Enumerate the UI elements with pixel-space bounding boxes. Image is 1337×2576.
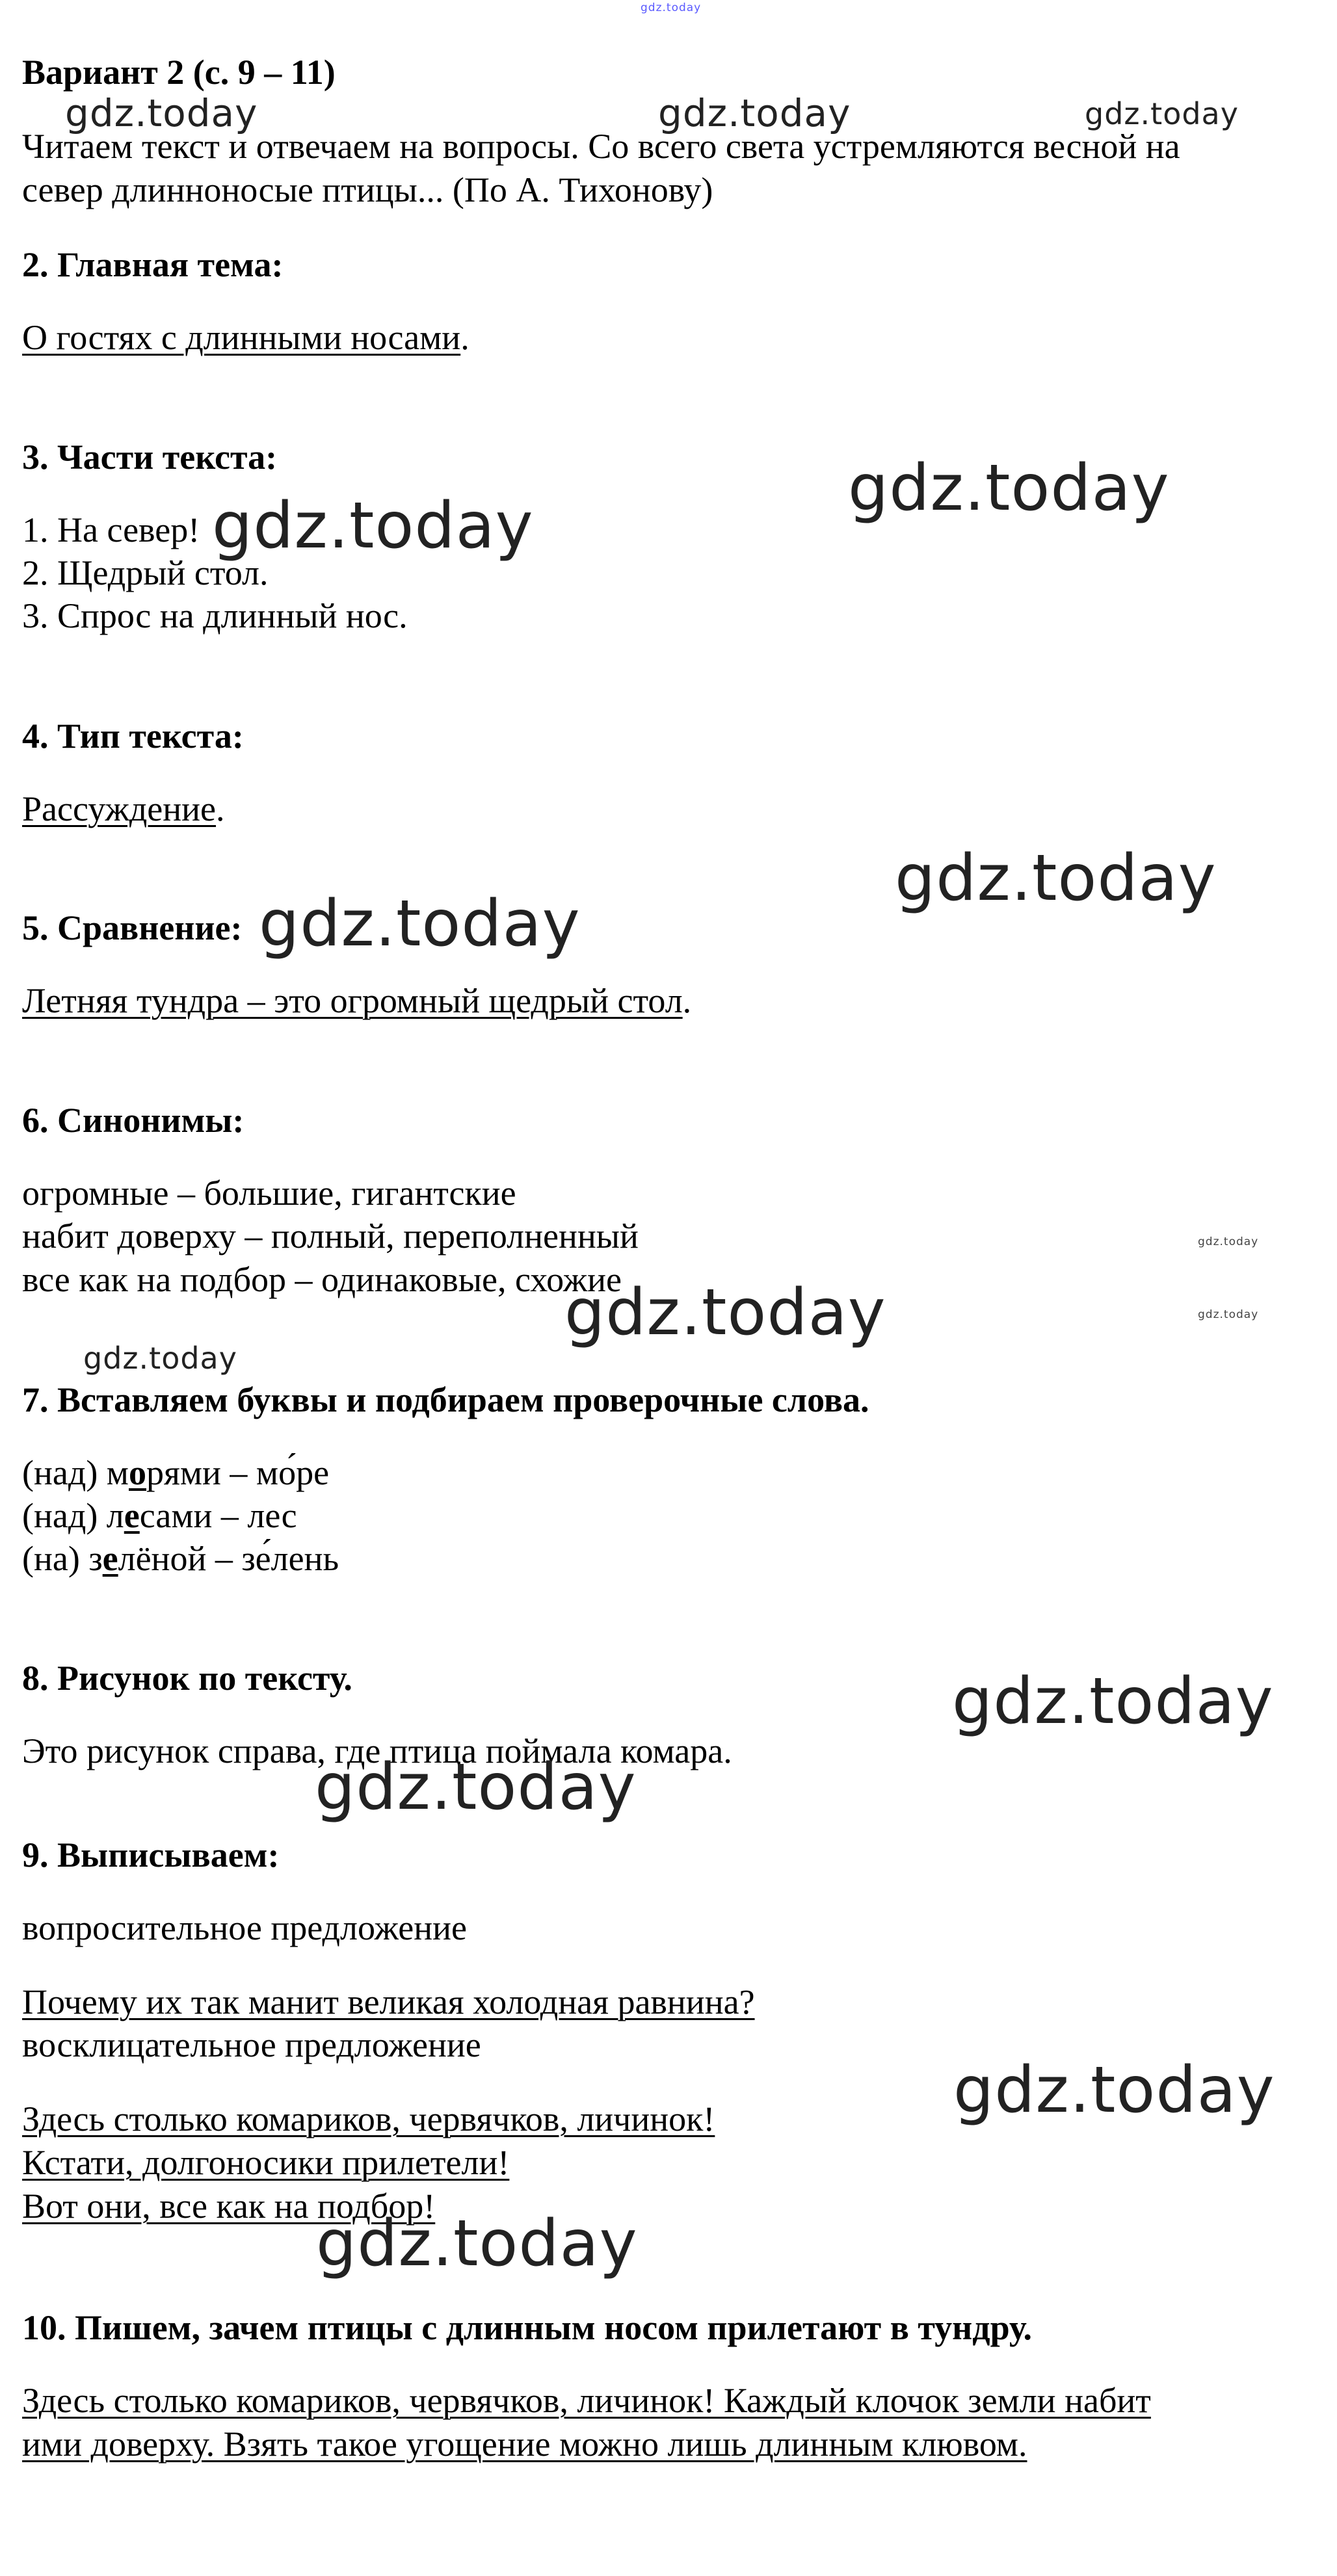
section-4-heading: 4. Тип текста:: [22, 716, 244, 756]
section-4-period: .: [216, 789, 225, 828]
spelling-pre: (над) л: [22, 1496, 124, 1535]
watermark: gdz.today: [315, 1750, 637, 1824]
section-2-answer-text: О гостях с длинными носами: [22, 318, 461, 357]
section-10-heading: 10. Пишем, зачем птицы с длинным носом прилетают в тундру.: [22, 2308, 1033, 2347]
section-2-answer: [22, 316, 470, 360]
watermark: gdz.today: [895, 841, 1217, 915]
watermark: gdz.today: [952, 1664, 1274, 1739]
section-7-heading: 7. Вставляем буквы и подбираем проверочные слова.: [22, 1380, 869, 1419]
watermark: gdz.today: [1198, 1235, 1259, 1248]
section-3-item-3: 3. Спрос на длинный нос.: [22, 596, 408, 635]
section-8-heading: 8. Рисунок по тексту.: [22, 1659, 352, 1698]
question-sentence: [22, 1980, 755, 2024]
spelling-pre: (на) з: [22, 1539, 103, 1578]
exclamation-text: Кстати, долгоносики прилетели!: [22, 2143, 510, 2182]
section-3-heading: 3. Части текста:: [22, 438, 278, 477]
watermark: gdz.today: [953, 2053, 1275, 2127]
section-3-item-1: 1. На север!: [22, 510, 200, 549]
watermark: gdz.today: [848, 451, 1170, 525]
section-6-heading: 6. Синонимы:: [22, 1101, 245, 1140]
exclamation-label: восклицательное предложение: [22, 2025, 481, 2064]
spelling-pre: (над) м: [22, 1453, 129, 1492]
spelling-post: рями – мо́ре: [146, 1453, 330, 1492]
spelling-post: лёной – зе́лень: [118, 1539, 339, 1578]
spelling-line-2: [22, 1494, 297, 1538]
section-2-period: .: [460, 318, 470, 357]
synonym-line-1: огромные – большие, гигантские: [22, 1174, 516, 1213]
section-5-answer-text: Летняя тундра – это огромный щедрый стол: [22, 981, 683, 1020]
watermark: gdz.today: [316, 2207, 638, 2281]
section-10-text: ими доверху. Взять такое угощение можно лишь длинным клювом.: [22, 2425, 1027, 2464]
section-10-line-2: [22, 2423, 1027, 2466]
section-8-answer: Это рисунок справа, где птица поймала комара.: [22, 1731, 732, 1770]
top-watermark: gdz.today: [641, 1, 702, 14]
spelling-post: сами – лес: [139, 1496, 297, 1535]
watermark: gdz.today: [564, 1276, 886, 1350]
inserted-letter: о: [128, 1453, 146, 1492]
exclamation-text: Вот они, все как на подбор!: [22, 2187, 436, 2226]
section-5-heading: 5. Сравнение:: [22, 908, 243, 947]
section-4-answer: [22, 787, 225, 831]
watermark: gdz.today: [212, 489, 534, 563]
watermark: gdz.today: [83, 1341, 237, 1376]
intro-line-2: север длинноносые птицы... (По А. Тихонову): [22, 170, 713, 209]
section-9-heading: 9. Выписываем:: [22, 1835, 280, 1874]
page-title: Вариант 2 (с. 9 – 11): [22, 53, 336, 92]
inserted-letter: е: [124, 1496, 140, 1535]
section-3-item-2: 2. Щедрый стол.: [22, 553, 269, 592]
question-sentence-text: Почему их так манит великая холодная равнина?: [22, 1982, 755, 2021]
exclamation-text: Здесь столько комариков, червячков, личинок!: [22, 2099, 715, 2138]
watermark: gdz.today: [1085, 96, 1239, 131]
spelling-line-3: [22, 1537, 339, 1581]
intro-line-1: Читаем текст и отвечаем на вопросы. Со всего света устремляются весной на: [22, 127, 1180, 166]
section-2-heading: 2. Главная тема:: [22, 245, 284, 284]
exclamation-line-1: [22, 2097, 715, 2141]
watermark: gdz.today: [259, 887, 581, 961]
section-4-answer-text: Рассуждение: [22, 789, 217, 828]
question-label: вопросительное предложение: [22, 1908, 467, 1947]
section-5-period: .: [682, 981, 692, 1020]
synonym-line-3: все как на подбор – одинаковые, схожие: [22, 1260, 622, 1299]
section-10-line-1: [22, 2379, 1151, 2423]
exclamation-line-2: [22, 2141, 509, 2185]
watermark: gdz.today: [65, 91, 258, 135]
section-10-text: Здесь столько комариков, червячков, личинок! Каждый клочок земли набит: [22, 2381, 1151, 2420]
inserted-letter: е: [102, 1539, 118, 1578]
section-5-answer: [22, 979, 691, 1023]
spelling-line-1: [22, 1451, 329, 1495]
synonym-line-2: набит доверху – полный, переполненный: [22, 1216, 639, 1255]
watermark: gdz.today: [1198, 1308, 1259, 1321]
watermark: gdz.today: [658, 91, 851, 135]
